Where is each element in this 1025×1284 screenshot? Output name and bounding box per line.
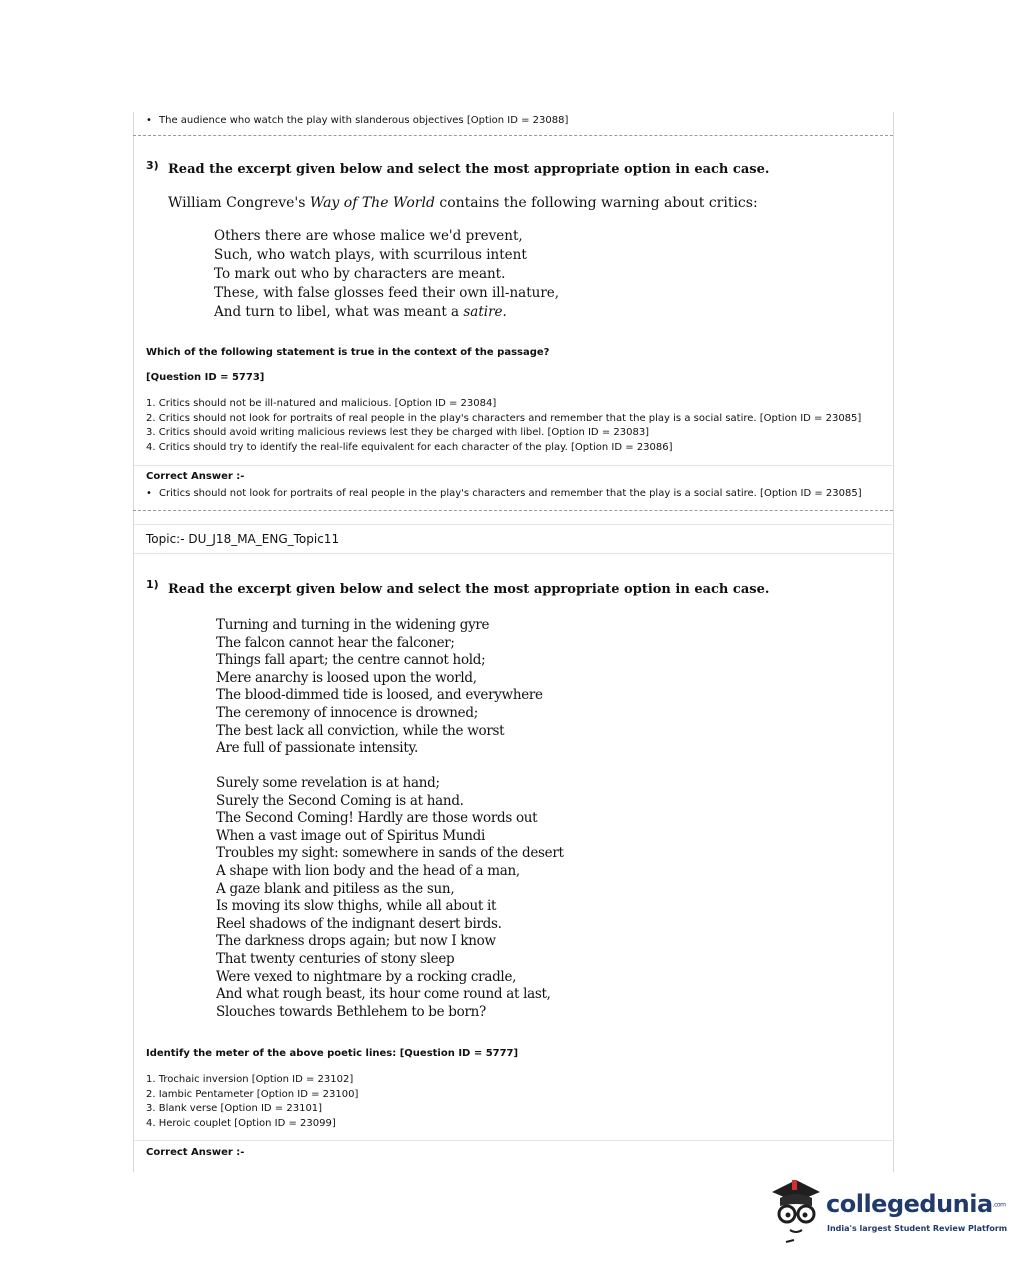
poem-line: Were vexed to nightmare by a rocking cradle, [216, 968, 517, 985]
poem-line: Surely some revelation is at hand; [216, 775, 440, 791]
poem-line: Is moving its slow thighs, while all about it [216, 898, 497, 915]
collegedunia-logo [766, 1176, 1008, 1246]
question-heading: Read the excerpt given below and select the most appropriate option in each case. [168, 162, 770, 177]
options-list [146, 397, 861, 456]
options-list [146, 1073, 358, 1132]
poem-line: Such, who watch plays, with scurrilous intent [214, 247, 527, 263]
correct-answer-label: Correct Answer :- [146, 1147, 245, 1158]
correct-answer [146, 487, 862, 501]
question-statement: Identify the meter of the above poetic lines: [Question ID = 5777] [146, 1048, 519, 1059]
option-item: 3. Blank verse [Option ID = 23101] [146, 1103, 323, 1115]
poem-line: The falcon cannot hear the falconer; [216, 634, 455, 651]
divider [134, 524, 892, 525]
divider [134, 553, 892, 554]
bullet: • [146, 115, 152, 126]
poem-line: A gaze blank and pitiless as the sun, [216, 880, 455, 897]
option-item: 1. Trochaic inversion [Option ID = 23102] [146, 1074, 354, 1085]
divider [133, 510, 893, 511]
intro-text: William Congreve's [168, 195, 310, 211]
poem-line: Are full of passionate intensity. [216, 740, 418, 757]
question-statement: Which of the following statement is true in the context of the passage? [146, 347, 550, 358]
poem-line: Slouches towards Bethlehem to be born? [216, 1003, 486, 1020]
poem-line: A shape with lion body and the head of a man, [216, 862, 520, 879]
poem-line: Surely the Second Coming is at hand. [216, 792, 464, 809]
poem-line: Things fall apart; the centre cannot hold; [216, 652, 486, 669]
option-item: 3. Critics should avoid writing malicious reviews lest they be charged with libel. [Option ID = 23083] [146, 427, 650, 439]
mascot-icon [766, 1176, 824, 1246]
topic-label: Topic:- DU_J18_MA_ENG_Topic11 [146, 532, 340, 546]
option-item: 4. Heroic couplet [Option ID = 23099] [146, 1118, 336, 1130]
brand-tagline: India's largest Student Review Platform [827, 1224, 1008, 1233]
previous-answer-text: The audience who watch the play with slanderous objectives [Option ID = 23088] [159, 115, 569, 126]
poem-line: These, with false glosses feed their own ill-nature, [214, 285, 560, 301]
option-item: 4. Critics should try to identify the real-life equivalent for each character of the play. [Option ID = 23086] [146, 442, 673, 454]
poem-line-text: And turn to libel, what was meant a [214, 304, 464, 320]
previous-correct-answer [146, 114, 568, 128]
poem-line: Mere anarchy is loosed upon the world, [216, 669, 477, 686]
option-item: 1. Critics should not be ill-natured and malicious. [Option ID = 23084] [146, 398, 497, 409]
brand-suffix: .com [992, 1201, 1006, 1209]
correct-answer-label: Correct Answer :- [146, 471, 245, 482]
poem-line: Troubles my sight: somewhere in sands of the desert [216, 845, 564, 862]
poem-stanza-2 [216, 775, 564, 1021]
option-item: 2. Iambic Pentameter [Option ID = 23100] [146, 1088, 359, 1100]
poem-line: The ceremony of innocence is drowned; [216, 704, 478, 721]
poem-line: That twenty centuries of stony sleep [216, 950, 455, 967]
divider [134, 465, 892, 466]
question-number: 1) [146, 578, 159, 591]
question-heading: Read the excerpt given below and select the most appropriate option in each case. [168, 582, 770, 597]
poem-line: Reel shadows of the indignant desert birds. [216, 915, 502, 932]
brand-name [826, 1190, 1005, 1218]
poem-line: Others there are whose malice we'd prevent, [214, 228, 523, 244]
poem-line: Turning and turning in the widening gyre [216, 617, 490, 633]
poem-line: To mark out who by characters are meant. [214, 266, 506, 282]
poem-line: And what rough beast, its hour come round at last, [216, 986, 551, 1003]
excerpt-poem [214, 227, 559, 322]
bullet: • [146, 488, 152, 499]
poem-line [214, 303, 559, 322]
intro-text-end: contains the following warning about critics: [434, 195, 758, 211]
divider [134, 1140, 892, 1141]
poem-line: The blood-dimmed tide is loosed, and everywhere [216, 687, 543, 704]
correct-answer-text: Critics should not look for portraits of real people in the play's characters and remember that the play is a social satire. [Option ID = 23085] [159, 488, 862, 499]
passage-intro [168, 195, 758, 211]
question-id: [Question ID = 5773] [146, 372, 265, 383]
poem-stanza-1 [216, 617, 543, 758]
poem-line: The darkness drops again; but now I know [216, 933, 496, 950]
option-item: 2. Critics should not look for portraits of real people in the play's characters and remember that the play is a social satire. [Option ID = 23085] [146, 412, 862, 424]
divider [133, 135, 893, 136]
poem-line: The Second Coming! Hardly are those words out [216, 810, 538, 827]
poem-line-italic: satire. [463, 304, 507, 320]
poem-line: The best lack all conviction, while the worst [216, 722, 505, 739]
poem-line: When a vast image out of Spiritus Mundi [216, 827, 486, 844]
brand-name-text: collegedunia [826, 1190, 993, 1218]
work-title: Way of The World [309, 195, 435, 211]
question-number: 3) [146, 159, 159, 172]
